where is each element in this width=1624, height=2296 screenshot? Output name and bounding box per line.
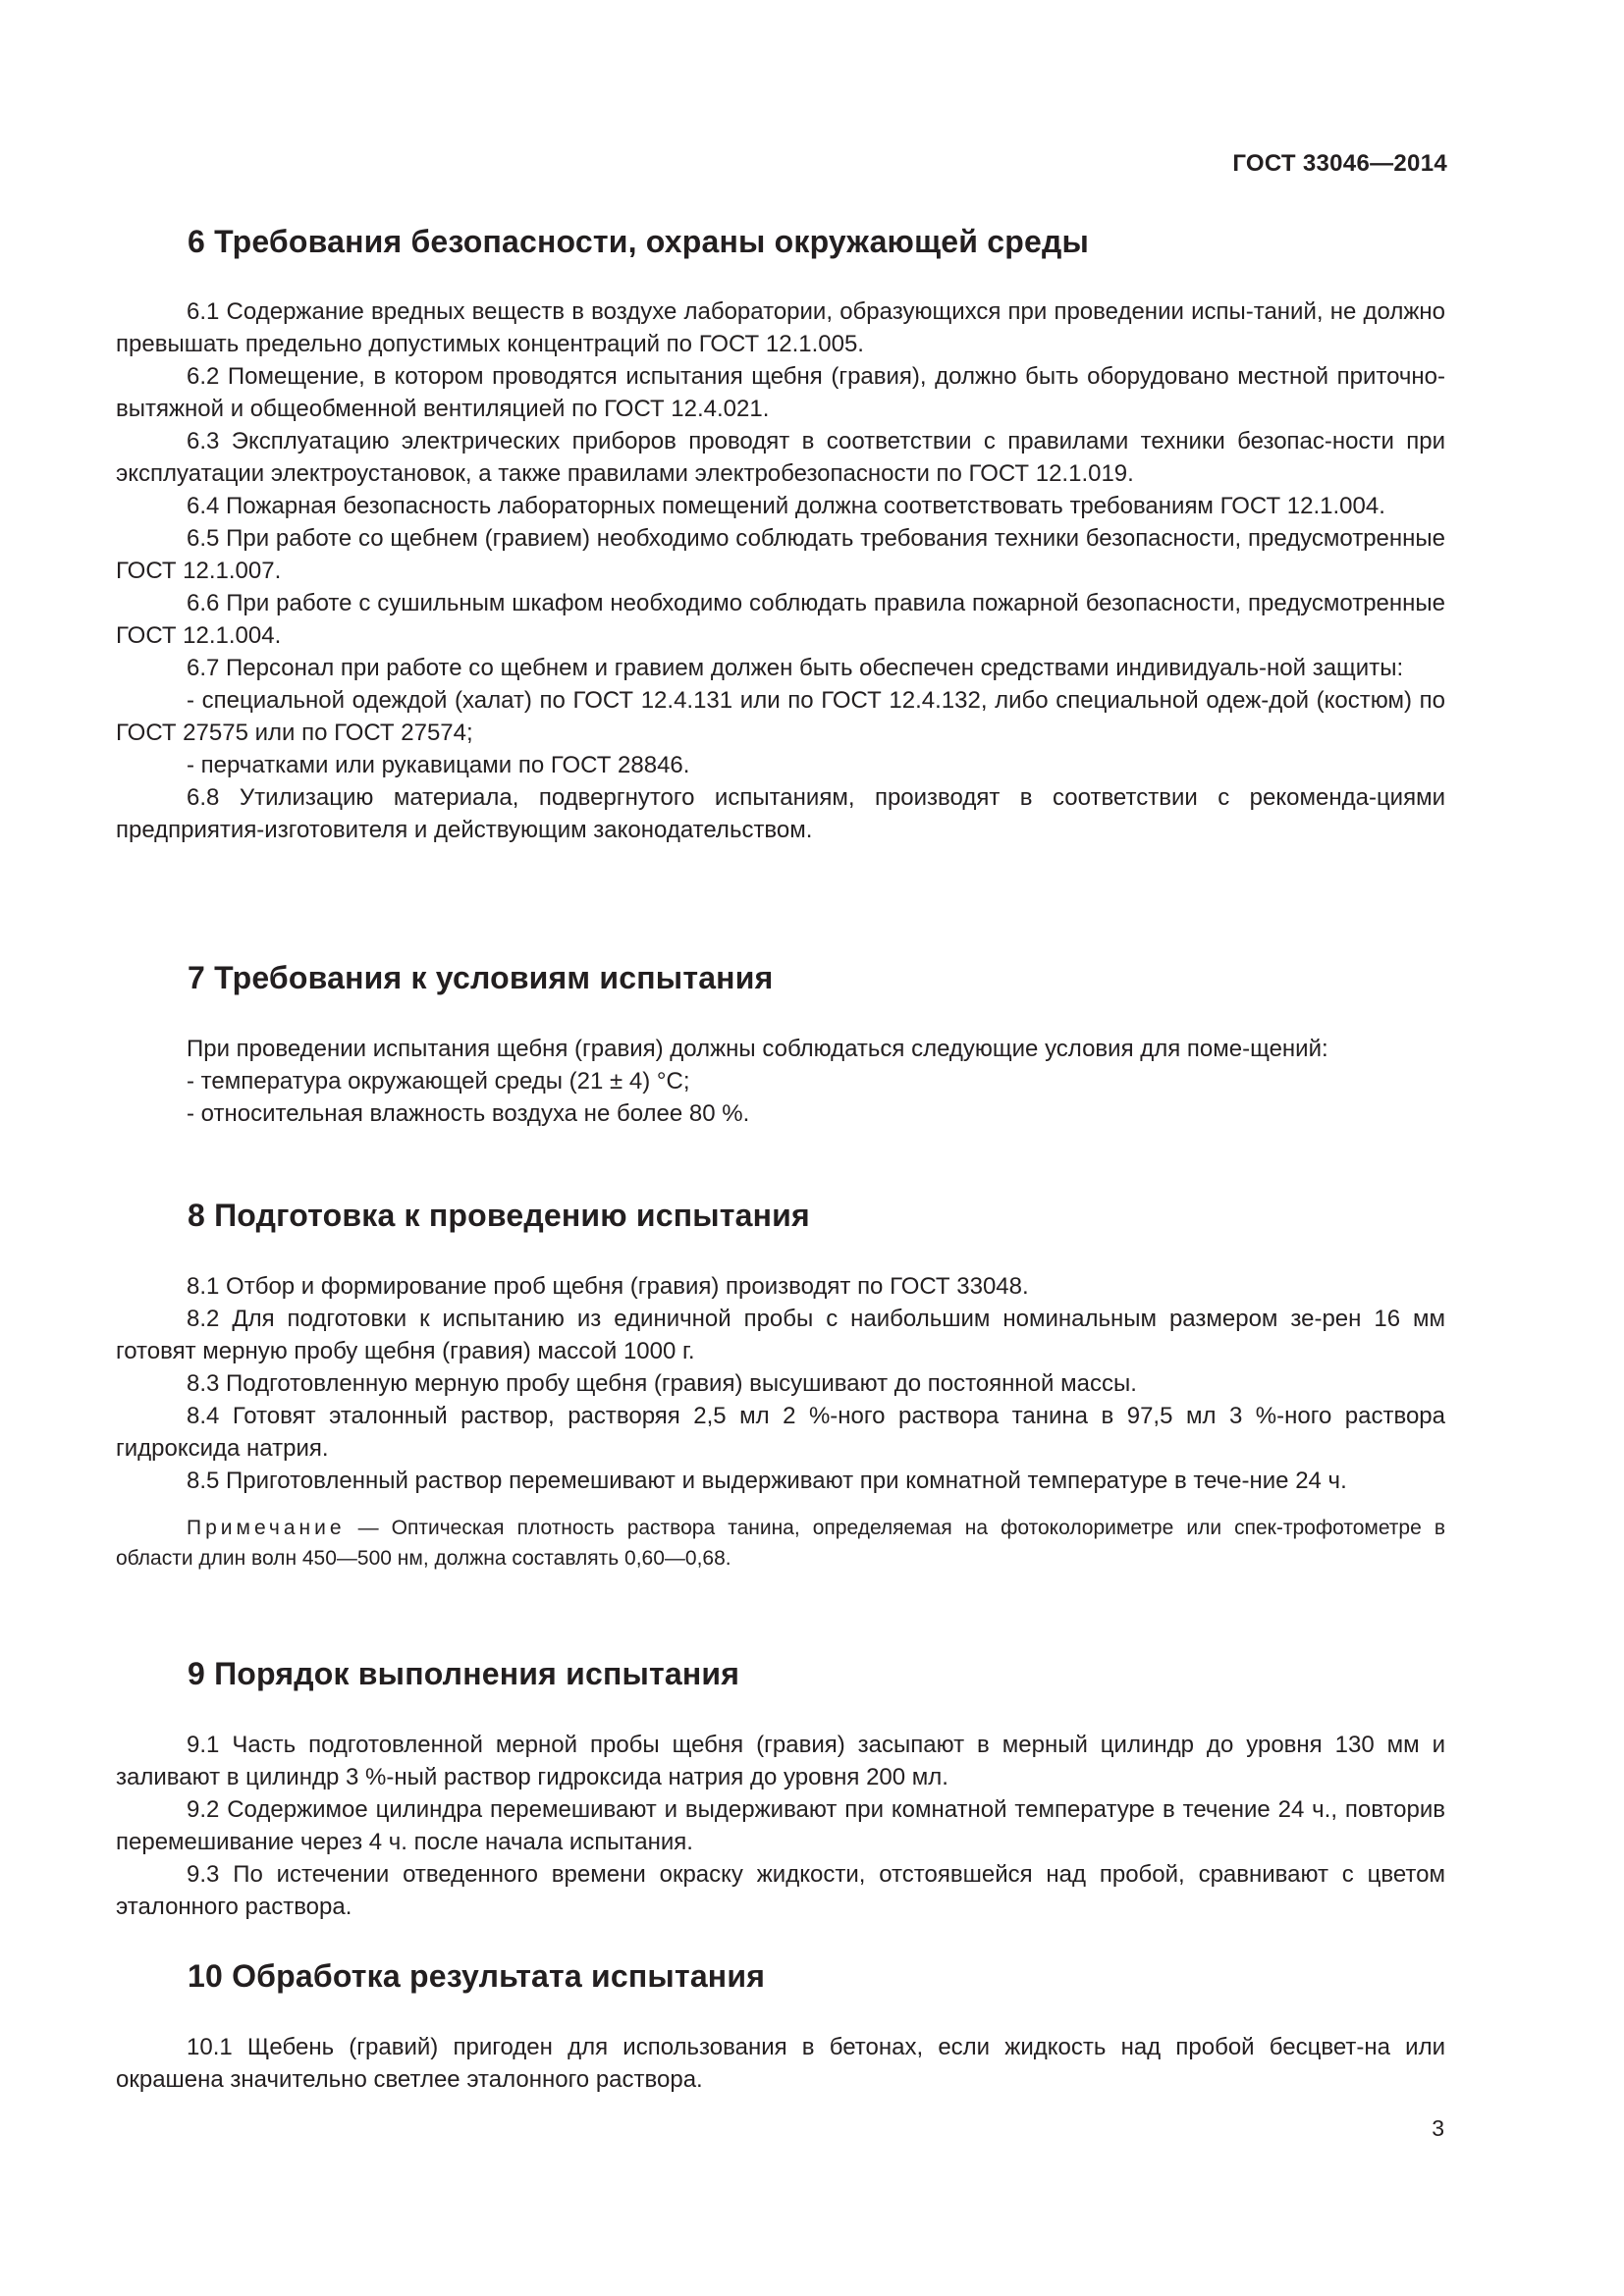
section-10-title: 10 Обработка результата испытания bbox=[188, 1958, 766, 1994]
note-text: — Оптическая плотность раствора танина, определяемая на фотоколориметре или спек-трофотометре в области длин волн 450—500 нм, должна составлять 0,60—0,68. bbox=[116, 1517, 1445, 1570]
list-item-gloves: - перчатками или рукавицами по ГОСТ 28846. bbox=[187, 752, 690, 778]
section-8 bbox=[116, 1196, 1445, 1574]
paragraph-8-4: 8.4 Готовят эталонный раствор, растворяя 2,5 мл 2 %-ного раствора танина в 97,5 мл 3 %-ного раствора гидроксида натрия. bbox=[116, 1403, 1445, 1462]
paragraph-6-4: 6.4 Пожарная безопасность лабораторных помещений должна соответствовать требованиям ГОСТ 12.1.004. bbox=[187, 493, 1385, 519]
paragraph-6-3: 6.3 Эксплуатацию электрических приборов проводят в соответствии с правилами техники безопас-ности при эксплуатации электроустановок, а также правилами электробезопасности по ГОСТ 12.1.019. bbox=[116, 428, 1445, 487]
paragraph-8-1: 8.1 Отбор и формирование проб щебня (гравия) производят по ГОСТ 33048. bbox=[187, 1273, 1029, 1300]
note-label: Примечание bbox=[187, 1517, 346, 1539]
page-number: 3 bbox=[1432, 2115, 1444, 2141]
paragraph-6-1: 6.1 Содержание вредных веществ в воздухе лаборатории, образующихся при проведении испы-таний, не должно превышать предельно допустимых концентраций по ГОСТ 12.1.005. bbox=[116, 298, 1445, 357]
paragraph-7-intro: При проведении испытания щебня (гравия) должны соблюдаться следующие условия для поме-щений: bbox=[187, 1036, 1328, 1062]
paragraph-8-5: 8.5 Приготовленный раствор перемешивают и выдерживают при комнатной температуре в тече-ние 24 ч. bbox=[187, 1468, 1347, 1494]
paragraph-6-2: 6.2 Помещение, в котором проводятся испытания щебня (гравия), должно быть оборудовано местной приточно-вытяжной и общеобменной вентиляцией по ГОСТ 12.4.021. bbox=[116, 363, 1445, 422]
paragraph-10-1: 10.1 Щебень (гравий) пригоден для использования в бетонах, если жидкость над пробой бесцвет-на или окрашена значительно светлее эталонного раствора. bbox=[116, 2034, 1445, 2093]
section-8-title: 8 Подготовка к проведению испытания bbox=[188, 1198, 810, 1233]
paragraph-9-3: 9.3 По истечении отведенного времени окраску жидкости, отстоявшейся над пробой, сравнивают с цветом эталонного раствора. bbox=[116, 1861, 1445, 1920]
section-9 bbox=[116, 1654, 1445, 1923]
paragraph-8-3: 8.3 Подготовленную мерную пробу щебня (гравия) высушивают до постоянной массы. bbox=[187, 1370, 1137, 1397]
paragraph-6-5: 6.5 При работе со щебнем (гравием) необходимо соблюдать требования техники безопасности, предусмотренные ГОСТ 12.1.007. bbox=[116, 525, 1445, 584]
list-item-protective-clothing: - специальной одеждой (халат) по ГОСТ 12.4.131 или по ГОСТ 12.4.132, либо специальной одеж-дой (костюм) по ГОСТ 27575 или по ГОСТ 27574; bbox=[116, 687, 1445, 746]
section-6-title: 6 Требования безопасности, охраны окружающей среды bbox=[188, 224, 1090, 259]
document-code: ГОСТ 33046—2014 bbox=[1232, 150, 1447, 177]
section-9-title: 9 Порядок выполнения испытания bbox=[188, 1656, 740, 1691]
list-item-temperature: - температура окружающей среды (21 ± 4) °С; bbox=[187, 1068, 690, 1095]
section-10 bbox=[116, 1956, 1445, 2096]
paragraph-9-1: 9.1 Часть подготовленной мерной пробы щебня (гравия) засыпают в мерный цилиндр до уровня 130 мм и заливают в цилиндр 3 %-ный раствор гидроксида натрия до уровня 200 мл. bbox=[116, 1732, 1445, 1790]
paragraph-9-2: 9.2 Содержимое цилиндра перемешивают и выдерживают при комнатной температуре в течение 24 ч., повторив перемешивание через 4 ч. после начала испытания. bbox=[116, 1796, 1445, 1855]
paragraph-6-8: 6.8 Утилизацию материала, подвергнутого испытаниям, производят в соответствии с рекоменда-циями предприятия-изготовителя и действующим законодательством. bbox=[116, 784, 1445, 843]
section-6 bbox=[116, 222, 1445, 846]
section-7-title: 7 Требования к условиям испытания bbox=[188, 960, 774, 995]
paragraph-6-6: 6.6 При работе с сушильным шкафом необходимо соблюдать правила пожарной безопасности, предусмотренные ГОСТ 12.1.004. bbox=[116, 590, 1445, 649]
paragraph-8-2: 8.2 Для подготовки к испытанию из единичной пробы с наибольшим номинальным размером зе-рен 16 мм готовят мерную пробу щебня (гравия) массой 1000 г. bbox=[116, 1306, 1445, 1364]
note bbox=[116, 1513, 1445, 1574]
section-7 bbox=[116, 958, 1445, 1130]
list-item-humidity: - относительная влажность воздуха не более 80 %. bbox=[187, 1100, 750, 1127]
paragraph-6-7: 6.7 Персонал при работе со щебнем и гравием должен быть обеспечен средствами индивидуаль-ной защиты: bbox=[187, 655, 1404, 681]
